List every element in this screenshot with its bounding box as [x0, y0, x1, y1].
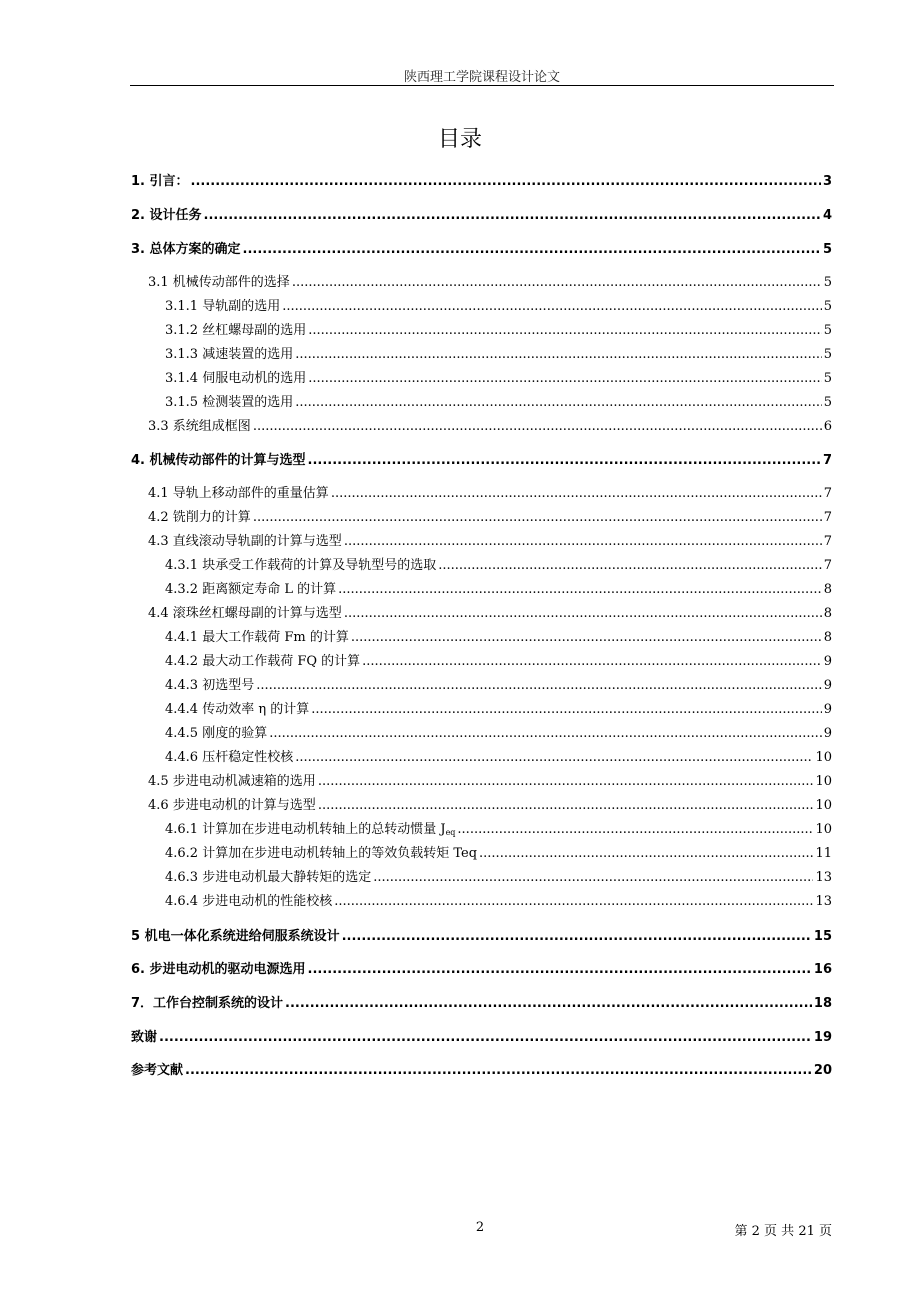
toc-entry-page: 10: [815, 750, 832, 765]
toc-leader-dots: [295, 750, 813, 766]
toc-entry[interactable]: [165, 395, 832, 411]
toc-entry-label: 参考文献: [131, 1063, 184, 1078]
toc-entry-label: 3.1.1 导轨副的选用: [165, 299, 281, 314]
toc-entry-page: 8: [823, 606, 832, 621]
toc-entry-page: 5: [823, 395, 832, 410]
toc-entry-label: 4.6 步进电动机的计算与选型: [148, 798, 316, 813]
toc-entry-page: 7: [823, 534, 832, 549]
toc-leader-dots: [292, 275, 822, 291]
toc-entry-page: 5: [823, 371, 832, 386]
toc-entry-page: 3: [822, 174, 832, 189]
page-title: 目录: [437, 127, 482, 152]
toc-entry[interactable]: [165, 750, 832, 766]
toc-entry[interactable]: [165, 323, 832, 339]
toc-leader-dots: [308, 371, 822, 387]
toc-leader-dots: [338, 582, 822, 598]
toc-entry-label: 4.1 导轨上移动部件的重量估算: [148, 486, 329, 501]
toc-leader-dots: [185, 1063, 812, 1079]
toc-entry-label: 1. 引言：: [131, 174, 189, 189]
toc-entry-page: 9: [823, 654, 832, 669]
toc-entry[interactable]: [131, 996, 832, 1012]
toc-entry[interactable]: [165, 299, 832, 315]
footer-page-number: 2: [475, 1220, 485, 1235]
toc-leader-dots: [457, 822, 813, 838]
toc-entry-page: 5: [823, 347, 832, 362]
toc-entry-page: 19: [813, 1030, 832, 1045]
toc-leader-dots: [295, 395, 822, 411]
toc-entry-label: 4.4 滚珠丝杠螺母副的计算与选型: [148, 606, 342, 621]
toc-entry-page: 13: [815, 894, 832, 909]
toc-leader-dots: [438, 558, 822, 574]
toc-entry-label: 致谢: [131, 1030, 158, 1045]
toc-leader-dots: [295, 347, 822, 363]
toc-entry-page: 5: [823, 323, 832, 338]
toc-entry[interactable]: [165, 678, 832, 694]
toc-leader-dots: [362, 654, 822, 670]
toc-entry[interactable]: [131, 453, 832, 469]
toc-leader-dots: [204, 208, 821, 224]
toc-entry-page: 9: [823, 702, 832, 717]
toc-entry-page: 10: [815, 822, 832, 837]
toc-leader-dots: [344, 534, 822, 550]
toc-entry[interactable]: [148, 774, 832, 790]
toc-entry-page: 5: [823, 299, 832, 314]
toc-entry[interactable]: [165, 870, 832, 886]
toc-entry-page: 5: [822, 242, 832, 257]
toc-entry[interactable]: [165, 726, 832, 742]
toc-entry-page: 7: [823, 558, 832, 573]
toc-entry-label: 3.1 机械传动部件的选择: [148, 275, 290, 290]
toc-entry-page: 18: [813, 996, 832, 1011]
toc-entry-page: 9: [823, 678, 832, 693]
toc-leader-dots: [331, 486, 822, 502]
toc-entry-label: 7．工作台控制系统的设计: [131, 996, 284, 1011]
toc-entry-label: 5 机电一体化系统进给伺服系统设计: [131, 929, 340, 944]
toc-leader-dots: [253, 510, 822, 526]
footer-page-info: 第 2 页 共 21 页: [734, 1224, 832, 1239]
toc-entry-label: 2. 设计任务: [131, 208, 202, 223]
toc-entry[interactable]: [148, 534, 832, 550]
toc-entry[interactable]: [131, 174, 832, 190]
toc-entry-label: 3.1.4 伺服电动机的选用: [165, 371, 307, 386]
toc-entry[interactable]: [165, 347, 832, 363]
toc-entry-subscript: eq: [445, 828, 456, 837]
toc-entry-label: 3.1.5 检测装置的选用: [165, 395, 294, 410]
toc-leader-dots: [342, 929, 812, 945]
toc-entry[interactable]: [165, 822, 832, 838]
toc-entry[interactable]: [165, 582, 832, 598]
toc-entry[interactable]: [131, 962, 832, 978]
toc-leader-dots: [159, 1030, 812, 1046]
toc-entry-page: 11: [815, 846, 832, 861]
toc-entry[interactable]: [165, 702, 832, 718]
toc-leader-dots: [373, 870, 813, 886]
toc-entry[interactable]: [165, 846, 832, 862]
toc-entry-page: 16: [813, 962, 832, 977]
toc-leader-dots: [308, 453, 821, 469]
toc-leader-dots: [318, 798, 814, 814]
toc-entry-page: 13: [815, 870, 832, 885]
toc-entry-label: 4.3 直线滚动导轨副的计算与选型: [148, 534, 342, 549]
toc-entry-page: 10: [815, 774, 832, 789]
toc-entry[interactable]: [131, 208, 832, 224]
toc-entry-label: 3.1.2 丝杠螺母副的选用: [165, 323, 307, 338]
toc-entry-label: 4.4.3 初选型号: [165, 678, 255, 693]
toc-leader-dots: [479, 846, 813, 862]
toc-entry-page: 6: [823, 419, 832, 434]
toc-entry[interactable]: [165, 894, 832, 910]
toc-leader-dots: [243, 242, 821, 258]
header-rule: [130, 85, 834, 86]
toc-entry-label: 4. 机械传动部件的计算与选型: [131, 453, 306, 468]
toc-leader-dots: [308, 323, 822, 339]
toc-leader-dots: [311, 702, 821, 718]
toc-leader-dots: [351, 630, 822, 646]
toc-entry-label: 4.2 铣削力的计算: [148, 510, 251, 525]
toc-entry[interactable]: [148, 798, 832, 814]
page-header: 陕西理工学院课程设计论文: [403, 70, 560, 85]
toc-entry-label: 4.6.3 步进电动机最大静转矩的选定: [165, 870, 372, 885]
toc-leader-dots: [334, 894, 813, 910]
toc-leader-dots: [344, 606, 822, 622]
toc-entry-page: 5: [823, 275, 832, 290]
toc-entry[interactable]: [148, 606, 832, 622]
toc-entry[interactable]: [131, 1063, 832, 1079]
toc-leader-dots: [191, 174, 821, 190]
toc-entry-label: 3. 总体方案的确定: [131, 242, 241, 257]
toc-entry-page: 9: [823, 726, 832, 741]
toc-entry-page: 8: [823, 582, 832, 597]
toc-entry[interactable]: [131, 242, 832, 258]
toc-entry[interactable]: [165, 630, 832, 646]
toc-entry[interactable]: [148, 275, 832, 291]
toc-entry[interactable]: [165, 558, 832, 574]
toc-entry-page: 7: [822, 453, 832, 468]
toc-entry[interactable]: [148, 419, 832, 435]
toc-entry-page: 10: [815, 798, 832, 813]
toc-entry[interactable]: [148, 486, 832, 502]
toc-entry-label: 4.4.5 刚度的验算: [165, 726, 268, 741]
toc-entry-page: 20: [813, 1063, 832, 1078]
toc-entry[interactable]: [131, 1030, 832, 1046]
toc-entry-label: 4.4.6 压杆稳定性校核: [165, 750, 294, 765]
toc-entry-label: 4.4.2 最大动工作载荷 FQ 的计算: [165, 654, 361, 669]
toc-leader-dots: [285, 996, 812, 1012]
toc-leader-dots: [282, 299, 822, 315]
toc-leader-dots: [308, 962, 812, 978]
toc-entry-label: 6. 步进电动机的驱动电源选用: [131, 962, 306, 977]
toc-leader-dots: [256, 678, 822, 694]
toc-entry[interactable]: [165, 654, 832, 670]
toc-entry[interactable]: [148, 510, 832, 526]
toc-entry-label: 4.6.2 计算加在步进电动机转轴上的等效负载转矩 Teq: [165, 846, 478, 861]
toc-entry-label: 3.1.3 减速装置的选用: [165, 347, 294, 362]
toc-entry-label: 4.3.1 块承受工作载荷的计算及导轨型号的选取: [165, 558, 437, 573]
toc-leader-dots: [318, 774, 814, 790]
toc-entry-label: 4.4.1 最大工作载荷 Fm 的计算: [165, 630, 349, 645]
toc-entry-label: 4.3.2 距离额定寿命 L 的计算: [165, 582, 337, 597]
toc-entry-page: 8: [823, 630, 832, 645]
toc-entry-page: 4: [822, 208, 832, 223]
toc-entry-label: 3.3 系统组成框图: [148, 419, 251, 434]
toc-entry-page: 7: [823, 510, 832, 525]
toc-entry[interactable]: [165, 371, 832, 387]
toc-entry-page: 15: [813, 929, 832, 944]
toc-entry-label: 4.6.4 步进电动机的性能校核: [165, 894, 333, 909]
toc-leader-dots: [269, 726, 822, 742]
toc-entry-label: 4.5 步进电动机减速箱的选用: [148, 774, 316, 789]
toc-entry-page: 7: [823, 486, 832, 501]
toc-entry-label: 4.6.1 计算加在步进电动机转轴上的总转动惯量 $J_{eq}$: [165, 822, 456, 837]
toc-leader-dots: [253, 419, 822, 435]
toc-entry-label: 4.4.4 传动效率 η 的计算: [165, 702, 310, 717]
toc-entry[interactable]: [131, 929, 832, 945]
